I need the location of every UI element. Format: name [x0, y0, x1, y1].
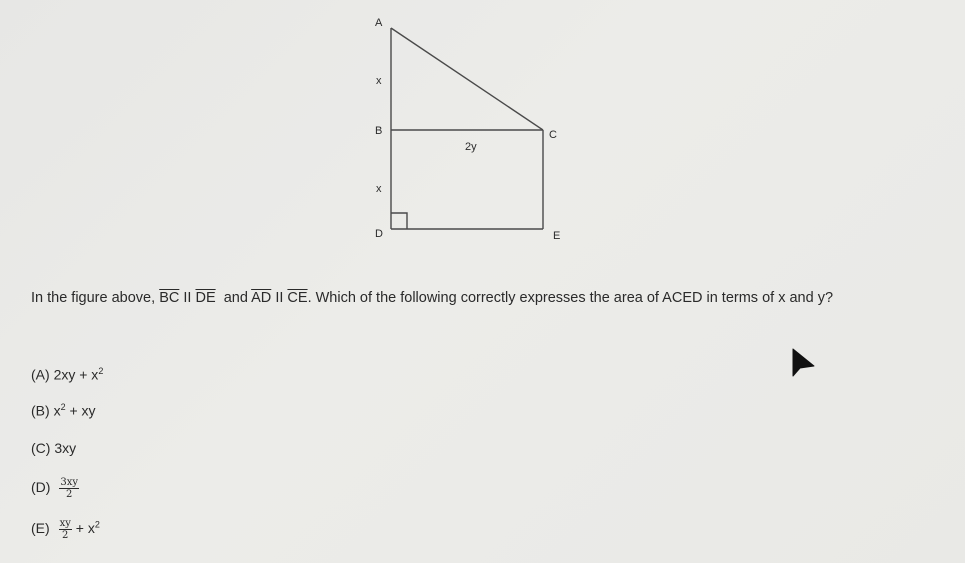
choice-c-expression: 3xy — [54, 440, 77, 456]
fraction-denominator: 2 — [65, 489, 73, 500]
choice-letter: (E) — [31, 520, 50, 537]
fraction — [59, 477, 79, 500]
choice-d[interactable] — [31, 477, 79, 500]
fraction-denominator: 2 — [62, 530, 69, 541]
right-angle-marker — [391, 213, 407, 229]
choice-b-tail: + xy — [65, 402, 96, 419]
question-prefix: In the figure above, — [31, 290, 156, 306]
fraction-numerator: xy — [59, 518, 71, 529]
parallel-symbol: II — [275, 290, 284, 306]
choice-c[interactable] — [31, 440, 76, 456]
point-a-label: A — [375, 17, 383, 29]
fraction-numerator: 3xy — [60, 477, 78, 488]
choice-letter: (A) — [31, 366, 50, 383]
point-b-label: B — [375, 125, 383, 137]
question-and: and — [223, 290, 248, 306]
point-d-label: D — [375, 228, 383, 240]
choice-a-expression: 2xy + x — [53, 366, 99, 383]
choice-e-tail: + x — [75, 520, 95, 537]
segment-bc-text: $\overline{BC}$ — [159, 290, 180, 306]
segment-ac — [391, 28, 543, 130]
choice-b-expression: x — [53, 402, 61, 419]
point-e-label: E — [553, 230, 561, 242]
choice-letter: (B) — [31, 402, 50, 419]
choice-e[interactable] — [31, 518, 100, 541]
exponent: 2 — [98, 366, 104, 376]
segment-ad-text: $\overline{AD}$ — [251, 290, 272, 306]
question-text — [31, 290, 833, 306]
choice-letter: (C) — [31, 440, 51, 456]
choice-a[interactable] — [31, 366, 103, 383]
parallel-symbol: II — [183, 290, 192, 306]
segment-ce-text: $\overline{CE}$ — [287, 290, 308, 306]
segment-de-text: $\overline{DE}$ — [195, 290, 216, 306]
length-ab-label: x — [376, 75, 382, 87]
exponent: 2 — [60, 402, 66, 412]
choice-letter: (D) — [31, 479, 51, 496]
choice-b[interactable] — [31, 402, 96, 419]
point-c-label: C — [549, 129, 557, 141]
length-bc-label: 2y — [465, 141, 477, 153]
arrow-cursor-icon — [790, 346, 816, 380]
length-bd-label: x — [376, 183, 382, 195]
fraction — [59, 518, 72, 541]
question-suffix: . Which of the following correctly expresses the area of ACED in terms of x and y? — [307, 290, 834, 306]
exponent: 2 — [94, 519, 100, 530]
